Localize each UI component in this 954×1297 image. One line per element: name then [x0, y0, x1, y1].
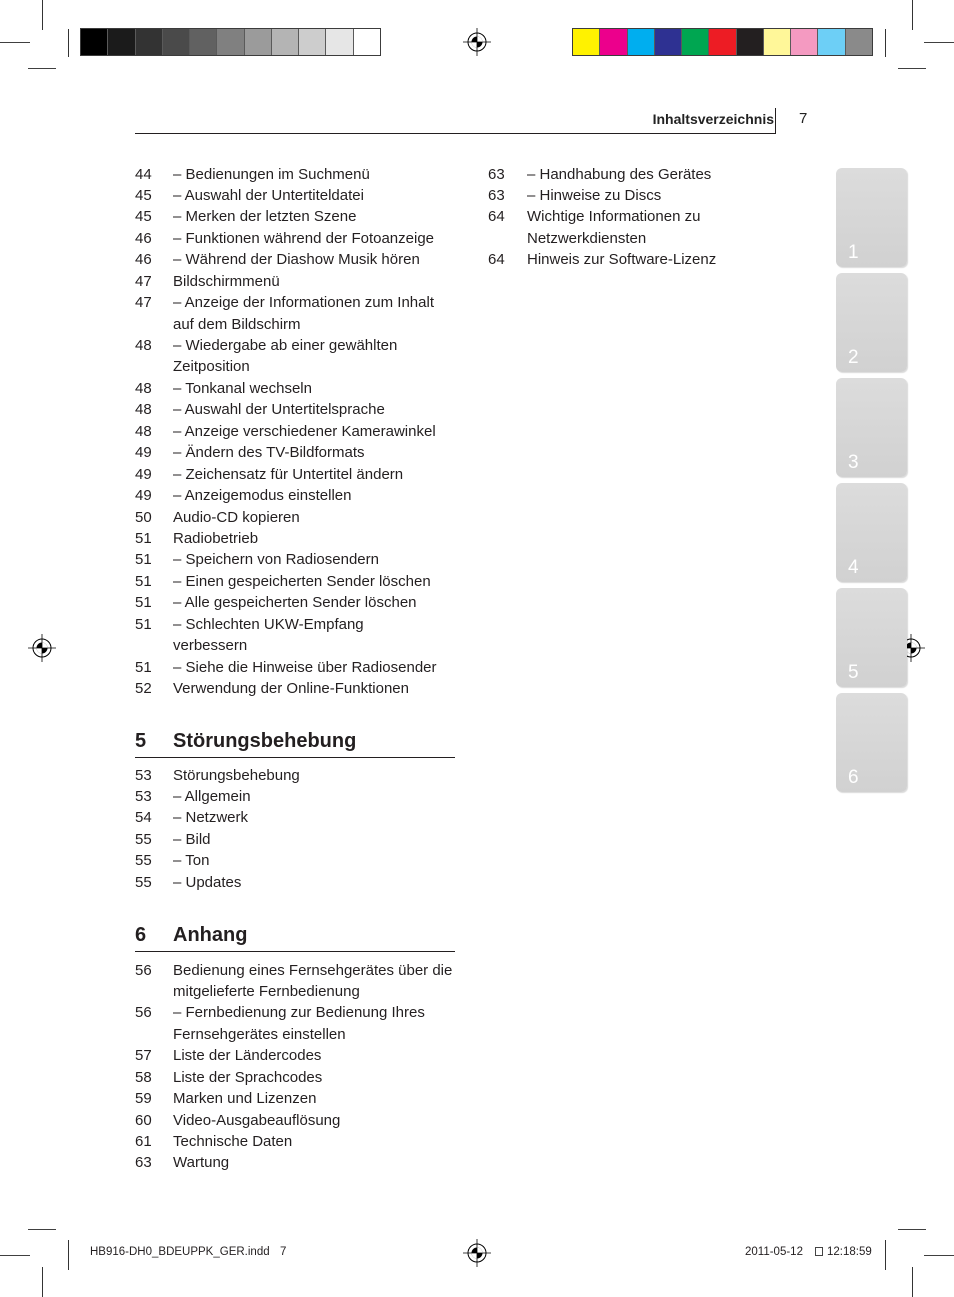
color-swatch	[764, 29, 791, 55]
toc-page-number	[135, 981, 173, 1002]
toc-page-number: 51	[135, 594, 152, 612]
toc-entry	[135, 507, 437, 528]
toc-entry-text: Netzwerkdiensten	[527, 229, 647, 247]
color-control-bar	[572, 28, 873, 56]
toc-entry-text: – Anzeigemodus einstellen	[173, 487, 352, 505]
chapter-tab-3	[836, 378, 907, 477]
toc-entry-text: – Zeichensatz für Untertitel ändern	[173, 465, 404, 483]
toc-entry-continuation	[135, 635, 437, 656]
toc-entry-text: – Speichern von Radiosendern	[173, 551, 379, 569]
toc-entry	[135, 765, 300, 786]
toc-page-number: 60	[135, 1111, 152, 1129]
toc-entry	[135, 421, 437, 442]
section-number: 5	[135, 730, 147, 752]
toc-entry	[135, 571, 437, 592]
toc-entry-text: – Fernbedienung zur Bedienung Ihres	[173, 1004, 425, 1022]
toc-entry-text: – Siehe die Hinweise über Radiosender	[173, 658, 437, 676]
color-swatch	[791, 29, 818, 55]
toc-page-number: 64	[488, 208, 505, 226]
toc-page-number	[135, 635, 173, 656]
toc-page-number	[135, 356, 173, 377]
unrendered-glyph-box	[815, 1247, 823, 1256]
toc-entry	[135, 657, 437, 678]
toc-page-number: 55	[135, 830, 152, 848]
toc-entry	[135, 292, 437, 313]
chapter-tab-number: 1	[848, 242, 859, 263]
toc-entry	[135, 464, 437, 485]
toc-entry-continuation	[488, 228, 716, 249]
grey-swatch	[354, 29, 380, 55]
toc-entry-continuation	[135, 314, 437, 335]
toc-entry	[135, 164, 437, 185]
toc-entry	[135, 206, 437, 227]
toc-page-number: 61	[135, 1133, 152, 1150]
toc-entry-text: – Allgemein	[173, 787, 251, 805]
toc-page-number: 48	[135, 337, 152, 354]
toc-entry-text: – Alle gespeicherten Sender löschen	[173, 594, 417, 612]
toc-entry-text: – Während der Diashow Musik hören	[173, 251, 420, 269]
toc-entry-text: Video-Ausgabeauflösung	[173, 1111, 341, 1129]
toc-section-5-list	[135, 765, 300, 894]
toc-page-number: 51	[135, 658, 152, 676]
grey-swatch	[217, 29, 244, 55]
color-swatch	[737, 29, 764, 55]
section-number: 6	[135, 924, 147, 946]
toc-entry-continuation	[135, 356, 437, 377]
toc-page-number: 46	[135, 229, 152, 247]
toc-entry-text: – Merken der letzten Szene	[173, 208, 357, 226]
toc-entry-text: Radiobetrieb	[173, 529, 259, 547]
chapter-tab-5	[836, 588, 907, 687]
section-heading-6	[135, 923, 455, 952]
toc-page-number: 50	[135, 508, 152, 526]
toc-entry-text: – Schlechten UKW-Empfang	[173, 615, 364, 633]
toc-entry	[135, 678, 437, 699]
toc-entry-text: Hinweis zur Software-Lizenz	[527, 251, 717, 269]
toc-entry	[488, 249, 716, 270]
toc-entry	[135, 592, 437, 613]
grey-swatch	[108, 29, 135, 55]
section-title: Anhang	[173, 924, 248, 946]
toc-entry-text: Wichtige Informationen zu	[527, 208, 701, 226]
toc-page-number: 55	[135, 873, 152, 891]
color-swatch	[682, 29, 709, 55]
toc-page-number: 45	[135, 186, 152, 204]
toc-page-number: 63	[135, 1154, 152, 1172]
toc-entry	[135, 850, 300, 871]
toc-entry-text: Störungsbehebung	[173, 766, 300, 784]
toc-entry-text: auf dem Bildschirm	[173, 315, 301, 333]
grey-swatch	[272, 29, 299, 55]
toc-entry-text: – Bild	[173, 830, 211, 848]
toc-entry-continuation	[135, 1024, 452, 1045]
toc-page-number: 58	[135, 1068, 152, 1086]
toc-entry-text: Liste der Sprachcodes	[173, 1068, 323, 1086]
toc-page-number: 64	[488, 251, 505, 269]
toc-entry-text: – Bedienungen im Suchmenü	[173, 165, 370, 183]
toc-entry-text: – Funktionen während der Fotoanzeige	[173, 229, 435, 247]
section-heading-5	[135, 729, 455, 758]
toc-entry-text: Fernsehgerätes einstellen	[173, 1025, 346, 1043]
toc-entry	[135, 228, 437, 249]
toc-entry-text: – Einen gespeicherten Sender löschen	[173, 572, 431, 590]
grey-swatch	[81, 29, 108, 55]
color-swatch	[573, 29, 600, 55]
toc-entry-text: – Anzeige verschiedener Kamerawinkel	[173, 422, 436, 440]
toc-page-number: 47	[135, 294, 152, 312]
toc-page-number: 47	[135, 272, 152, 290]
toc-entry-text: Zeitposition	[173, 358, 250, 376]
toc-entry-text: Wartung	[173, 1154, 230, 1172]
registration-mark-icon	[463, 28, 491, 56]
color-swatch	[655, 29, 682, 55]
toc-entry-text: – Ton	[173, 852, 210, 870]
toc-entry-text: – Netzwerk	[173, 809, 249, 827]
toc-page-number: 57	[135, 1047, 152, 1065]
toc-entry-text: mitgelieferte Fernbedienung	[173, 982, 360, 1000]
toc-entry	[135, 442, 437, 463]
toc-entry	[488, 164, 716, 185]
grey-swatch	[299, 29, 326, 55]
toc-page-number	[488, 228, 527, 249]
toc-entry	[488, 185, 716, 206]
chapter-tab-number: 3	[848, 452, 859, 473]
toc-page-number: 44	[135, 165, 152, 183]
toc-entry	[135, 271, 437, 292]
toc-page-number: 54	[135, 809, 152, 827]
toc-entry	[135, 549, 437, 570]
slug-page: 7	[280, 1245, 287, 1258]
toc-page-number: 51	[135, 572, 152, 590]
toc-entry-text: – Auswahl der Untertiteldatei	[173, 186, 364, 204]
grey-swatch	[326, 29, 353, 55]
toc-entry-continuation	[135, 981, 452, 1002]
toc-entry-text: – Ändern des TV-Bildformats	[173, 444, 365, 462]
toc-page-number: 63	[488, 186, 505, 204]
toc-entry	[135, 807, 300, 828]
toc-page-number: 48	[135, 422, 152, 440]
grey-swatch	[245, 29, 272, 55]
toc-page-number: 51	[135, 551, 152, 569]
toc-page-number: 49	[135, 444, 152, 462]
toc-page-number: 56	[135, 961, 152, 979]
registration-mark-icon	[463, 1239, 491, 1267]
toc-entry	[135, 1002, 452, 1023]
toc-entry	[135, 1152, 452, 1173]
grey-swatch	[163, 29, 190, 55]
toc-entry-text: Bildschirmmenü	[173, 272, 280, 290]
toc-page-number: 63	[488, 165, 505, 183]
toc-page-number: 56	[135, 1004, 152, 1022]
chapter-tab-6	[836, 693, 907, 792]
chapter-tab-number: 4	[848, 557, 859, 578]
toc-page-number: 46	[135, 251, 152, 269]
toc-entry	[135, 872, 300, 893]
grey-swatch	[190, 29, 217, 55]
toc-entry	[135, 960, 452, 981]
toc-entry-text: – Handhabung des Gerätes	[527, 165, 712, 183]
toc-page-number: 55	[135, 852, 152, 870]
toc-entry-text: – Wiedergabe ab einer gewählten	[173, 337, 398, 354]
toc-entry-text: Verwendung der Online-Funktionen	[173, 680, 409, 697]
toc-page-number: 53	[135, 766, 152, 784]
slug-time: 12:18:59	[827, 1245, 872, 1258]
toc-page-number: 52	[135, 680, 152, 697]
grey-swatch	[136, 29, 163, 55]
toc-entry	[135, 786, 300, 807]
chapter-tab-number: 2	[848, 347, 859, 368]
color-swatch	[628, 29, 655, 55]
toc-right-column	[488, 164, 716, 271]
toc-left-column	[135, 164, 437, 700]
chapter-tab-number: 5	[848, 662, 859, 683]
toc-entry	[135, 1131, 452, 1152]
chapter-tab-2	[836, 273, 907, 372]
toc-page-number: 48	[135, 401, 152, 419]
toc-page-number: 51	[135, 615, 152, 633]
toc-page-number: 49	[135, 487, 152, 505]
toc-entry	[135, 528, 437, 549]
toc-entry-text: Marken und Lizenzen	[173, 1090, 317, 1108]
chapter-tab-1	[836, 168, 907, 267]
toc-page-number: 59	[135, 1090, 152, 1108]
toc-entry	[135, 378, 437, 399]
toc-entry-text: – Hinweise zu Discs	[527, 186, 662, 204]
toc-entry-text: Liste der Ländercodes	[173, 1047, 322, 1065]
toc-entry-text: – Updates	[173, 873, 242, 891]
page-number: 7	[799, 110, 808, 127]
toc-entry	[135, 399, 437, 420]
slug-date: 2011-05-12	[745, 1245, 803, 1258]
toc-page-number: 45	[135, 208, 152, 226]
toc-entry	[135, 1110, 452, 1131]
grayscale-control-bar	[80, 28, 381, 56]
toc-entry-text: Technische Daten	[173, 1133, 293, 1150]
running-header-title: Inhaltsverzeichnis	[652, 111, 774, 127]
color-swatch	[600, 29, 627, 55]
toc-section-6-list	[135, 960, 452, 1174]
toc-entry	[135, 185, 437, 206]
toc-entry	[135, 335, 437, 356]
toc-page-number: 49	[135, 465, 152, 483]
toc-entry	[135, 1067, 452, 1088]
slug-filename: HB916-DH0_BDEUPPK_GER.indd	[90, 1245, 270, 1258]
toc-entry	[135, 485, 437, 506]
section-title: Störungsbehebung	[173, 730, 357, 752]
toc-entry-text: verbessern	[173, 637, 248, 655]
toc-entry	[135, 249, 437, 270]
toc-entry	[135, 829, 300, 850]
chapter-tab-number: 6	[848, 767, 859, 788]
toc-entry-text: – Anzeige der Informationen zum Inhalt	[173, 294, 434, 312]
toc-entry	[135, 614, 437, 635]
color-swatch	[709, 29, 736, 55]
toc-entry	[135, 1088, 452, 1109]
color-swatch	[818, 29, 845, 55]
toc-page-number	[135, 314, 173, 335]
registration-mark-icon	[28, 634, 56, 662]
toc-page-number: 51	[135, 529, 152, 547]
toc-entry	[488, 206, 716, 227]
toc-page-number: 48	[135, 379, 152, 397]
toc-page-number	[135, 1024, 173, 1045]
chapter-tab-4	[836, 483, 907, 582]
toc-page-number: 53	[135, 787, 152, 805]
toc-entry-text: – Auswahl der Untertitelsprache	[173, 401, 385, 419]
toc-entry-text: Audio-CD kopieren	[173, 508, 300, 526]
toc-entry	[135, 1045, 452, 1066]
toc-entry-text: Bedienung eines Fernsehgerätes über die	[173, 961, 453, 979]
color-swatch	[846, 29, 872, 55]
toc-entry-text: – Tonkanal wechseln	[173, 379, 312, 397]
